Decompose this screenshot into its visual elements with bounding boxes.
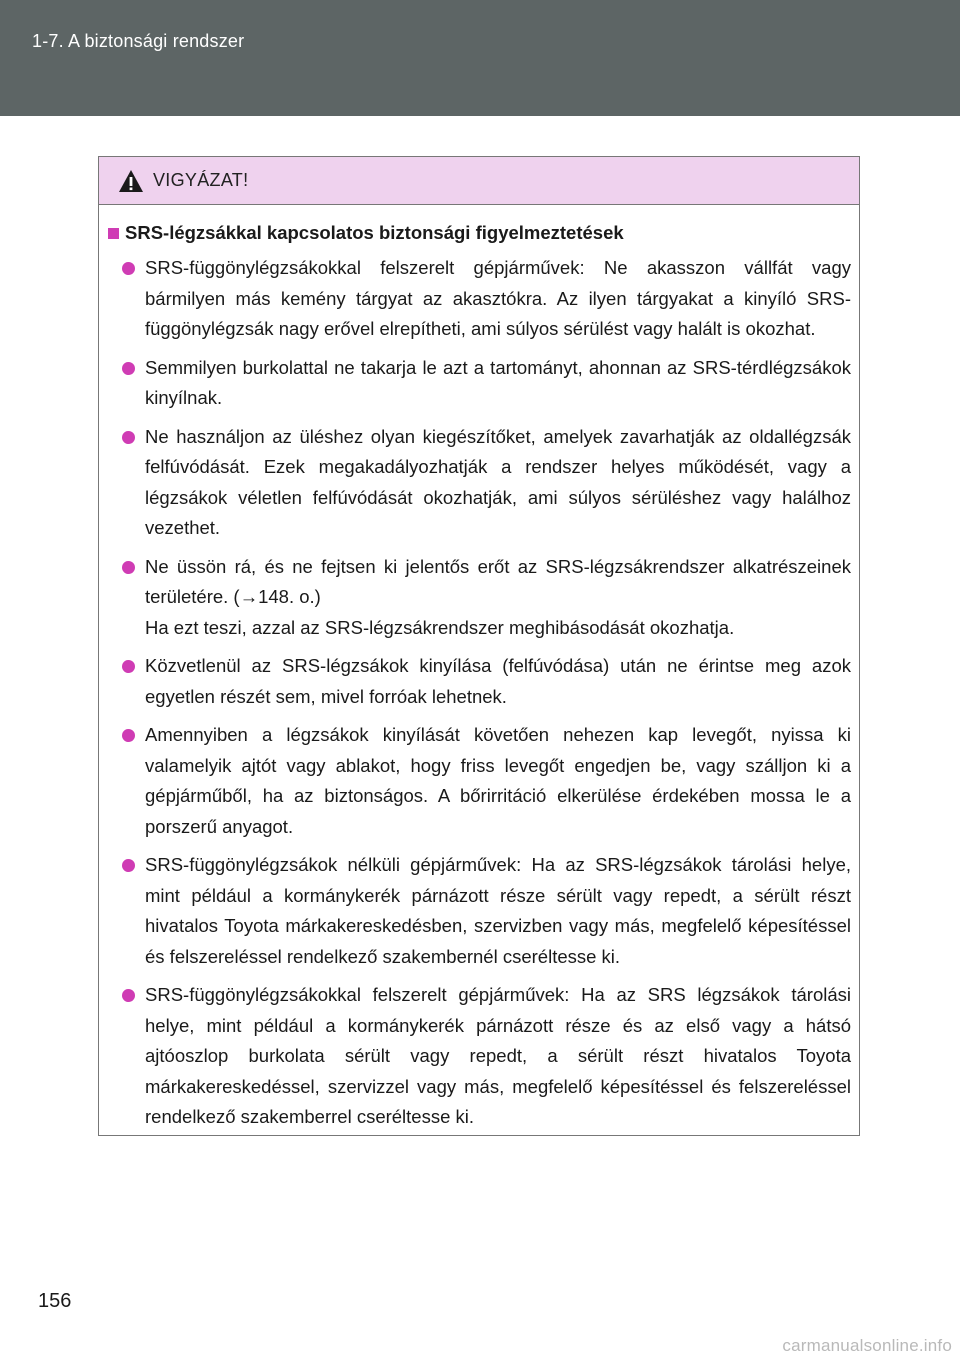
list-item-note: Ha ezt teszi, azzal az SRS-légzsákrendszer meghibásodását okozhatja.: [145, 616, 735, 638]
watermark: carmanualsonline.info: [782, 1336, 952, 1355]
list-item: [108, 651, 851, 712]
warning-triangle-icon: [118, 169, 144, 193]
list-item: [108, 980, 851, 1133]
circle-bullet-icon: [122, 859, 135, 872]
warning-title: VIGYÁZAT!: [153, 170, 249, 190]
section-title: 1-7. A biztonsági rendszer: [32, 31, 245, 51]
list-item: [108, 353, 851, 414]
list-item-text: SRS-függönylégzsákokkal felszerelt gépjárművek: Ha az SRS légzsákok tárolási helye, mint például a kormánykerék párnázott része és az első vagy a hátsó ajtóoszlop burkolata sérült vagy repedt, a sérült részt hivatalos Toyota márkakereskedéssel, szervizzel vagy más, megfelelő képesítéssel és felszereléssel rendelkező szakemberrel cseréltesse ki.: [145, 984, 851, 1127]
list-item: [108, 552, 851, 644]
circle-bullet-icon: [122, 262, 135, 275]
list-item: [108, 422, 851, 544]
header-band: [0, 0, 960, 116]
warning-list: [108, 253, 851, 1133]
circle-bullet-icon: [122, 431, 135, 444]
warning-subheading: [108, 218, 851, 248]
list-item-text: Semmilyen burkolattal ne takarja le azt a tartományt, ahonnan az SRS-térdlégzsákok kinyílnak.: [145, 356, 851, 408]
warning-body: [99, 205, 859, 1133]
page-number: 156: [38, 1290, 72, 1312]
list-item-text: Ne üssön rá, és ne fejtsen ki jelentős erőt az SRS-légzsákrendszer alkatrészeinek területére. (→148. o.): [145, 555, 851, 607]
warning-box: [98, 156, 860, 1136]
warning-header: [99, 157, 859, 205]
list-item: [108, 850, 851, 972]
list-item-text: SRS-függönylégzsákokkal felszerelt gépjárművek: Ne akasszon vállfát vagy bármilyen más kemény tárgyat az akasztókra. Az ilyen tárgyakat a kinyíló SRS-függönylégzsák nagy erővel elrepítheti, ami súlyos sérülést vagy halált is okozhat.: [145, 257, 851, 339]
list-item-text: Közvetlenül az SRS-légzsákok kinyílása (felfúvódása) után ne érintse meg azok egyetlen részét sem, mivel forróak lehetnek.: [145, 655, 851, 707]
circle-bullet-icon: [122, 660, 135, 673]
list-item-text: Ne használjon az üléshez olyan kiegészítőket, amelyek zavarhatják az oldallégzsák felfúvódását. Ezek megakadályozhatják a rendszer helyes működését, vagy a légzsákok véletlen felfúvódását okozhatják, ami súlyos sérüléshez vagy halálhoz vezethet.: [145, 425, 851, 538]
circle-bullet-icon: [122, 362, 135, 375]
list-item-text: SRS-függönylégzsákok nélküli gépjárművek: Ha az SRS-légzsákok tárolási helye, mint például a kormánykerék párnázott része sérült vagy repedt, a sérült részt hivatalos Toyota márkakereskedésben, szervizben vagy más, megfelelő képesítéssel és felszereléssel rendelkező szakembernél cseréltesse ki.: [145, 854, 851, 967]
list-item: [108, 720, 851, 842]
circle-bullet-icon: [122, 561, 135, 574]
circle-bullet-icon: [122, 729, 135, 742]
square-bullet-icon: [108, 228, 119, 239]
list-item: [108, 253, 851, 345]
list-item-text: Amennyiben a légzsákok kinyílását követően nehezen kap levegőt, nyissa ki valamelyik ajtót vagy ablakot, hogy friss levegőt engedjen be, vagy szálljon ki a gépjárműből, ha az biztonságos. A bőrirritáció elkerülése érdekében mossa le a porszerű anyagot.: [145, 724, 851, 837]
circle-bullet-icon: [122, 989, 135, 1002]
warning-subheading-text: SRS-légzsákkal kapcsolatos biztonsági figyelmeztetések: [125, 222, 624, 243]
